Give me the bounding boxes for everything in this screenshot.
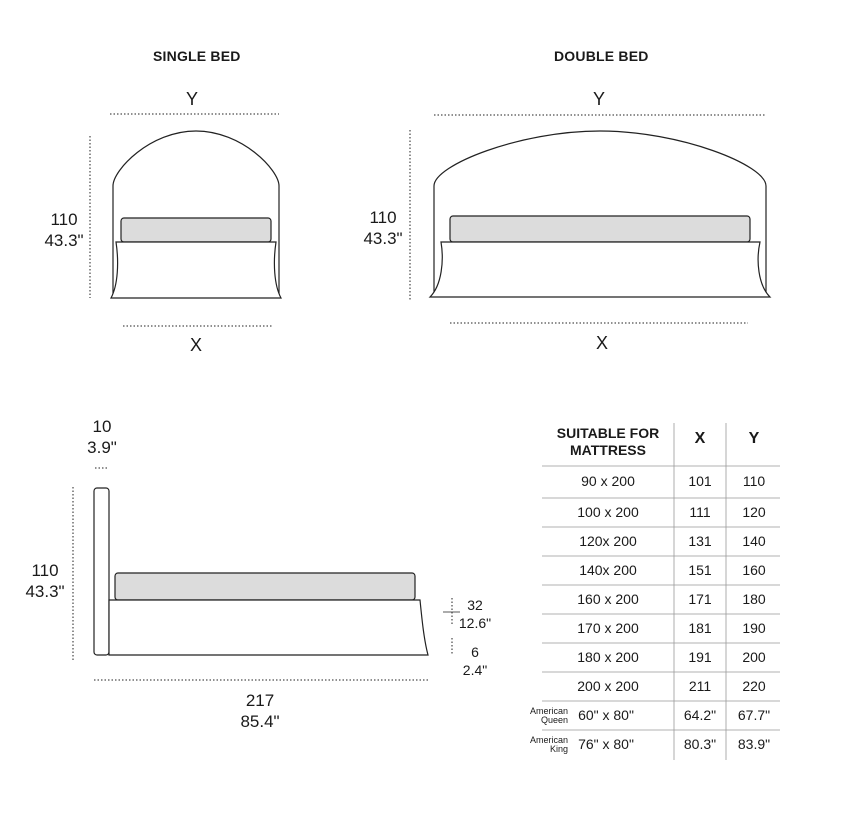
row-mattress-size: 76" x 80" xyxy=(578,736,634,752)
side-height-in: 43.3" xyxy=(25,582,65,601)
double-bed-x-label: X xyxy=(595,333,608,353)
table-row xyxy=(0,672,842,701)
side-headboard-cm: 10 xyxy=(92,417,112,436)
row-y-value: 220 xyxy=(742,677,766,694)
double-bed-height-cm: 110 xyxy=(369,208,397,227)
single-bed-height-cm: 110 xyxy=(50,210,78,229)
side-mattress-cm: 32 xyxy=(467,597,483,613)
single-bed-y-label: Y xyxy=(185,89,198,109)
table-header-x: X xyxy=(694,430,706,447)
row-mattress-size: 170 x 200 xyxy=(577,619,639,636)
table-header-y: Y xyxy=(748,430,760,447)
row-x-value: 181 xyxy=(688,619,712,636)
row-x-value: 191 xyxy=(688,648,712,665)
row-y-value: 140 xyxy=(742,532,766,549)
row-x-value: 64.2" xyxy=(683,706,717,723)
row-y-value: 160 xyxy=(742,561,766,578)
row-prefix: American King xyxy=(529,735,568,754)
row-y-value: 180 xyxy=(742,590,766,607)
table-row xyxy=(0,556,842,585)
double-bed-y-label: Y xyxy=(592,89,605,109)
single-bed-height-in: 43.3" xyxy=(44,231,84,250)
double-bed-title: DOUBLE BED xyxy=(554,48,649,64)
side-base-in: 2.4" xyxy=(462,662,488,678)
row-mattress-size: 100 x 200 xyxy=(577,503,639,520)
table-row xyxy=(0,701,842,730)
side-headboard-in: 3.9" xyxy=(87,438,117,457)
table-row xyxy=(0,466,842,498)
row-mattress-size: 180 x 200 xyxy=(577,648,639,665)
row-x-value: 171 xyxy=(688,590,712,607)
side-height-cm: 110 xyxy=(31,561,59,580)
single-bed-drawing xyxy=(90,114,281,326)
row-y-value: 200 xyxy=(742,648,766,665)
row-y-value: 110 xyxy=(742,473,766,489)
row-y-value: 67.7" xyxy=(737,706,771,723)
side-length-in: 85.4" xyxy=(240,712,280,731)
double-bed-drawing xyxy=(410,115,770,323)
table-row xyxy=(0,643,842,672)
single-bed-title: SINGLE BED xyxy=(153,48,241,64)
row-mattress-size: 90 x 200 xyxy=(581,473,635,489)
row-mattress-size: 120x 200 xyxy=(579,532,637,549)
side-base-cm: 6 xyxy=(471,644,479,660)
row-x-value: 101 xyxy=(688,473,712,489)
row-x-value: 131 xyxy=(688,532,712,549)
row-mattress-size: 60" x 80" xyxy=(578,706,634,723)
row-mattress-size: 200 x 200 xyxy=(577,677,639,694)
side-mattress-in: 12.6" xyxy=(458,615,492,631)
table-row xyxy=(0,585,842,614)
row-y-value: 190 xyxy=(742,619,766,636)
table-row xyxy=(0,527,842,556)
row-x-value: 80.3" xyxy=(683,736,717,752)
row-y-value: 120 xyxy=(742,503,766,520)
row-x-value: 211 xyxy=(688,677,712,694)
table-row xyxy=(0,730,842,760)
double-bed-height-in: 43.3" xyxy=(363,229,403,248)
side-length-cm: 217 xyxy=(245,691,275,710)
table-row xyxy=(0,498,842,527)
row-mattress-size: 160 x 200 xyxy=(577,590,639,607)
row-prefix: American Queen xyxy=(529,705,568,725)
row-y-value: 83.9" xyxy=(737,736,771,752)
single-bed-x-label: X xyxy=(189,335,202,355)
table-header-mattress: SUITABLE FOR MATTRESS xyxy=(556,425,660,458)
row-mattress-size: 140x 200 xyxy=(579,561,637,578)
table-row xyxy=(0,614,842,643)
row-x-value: 151 xyxy=(688,561,712,578)
row-x-value: 111 xyxy=(689,503,711,520)
